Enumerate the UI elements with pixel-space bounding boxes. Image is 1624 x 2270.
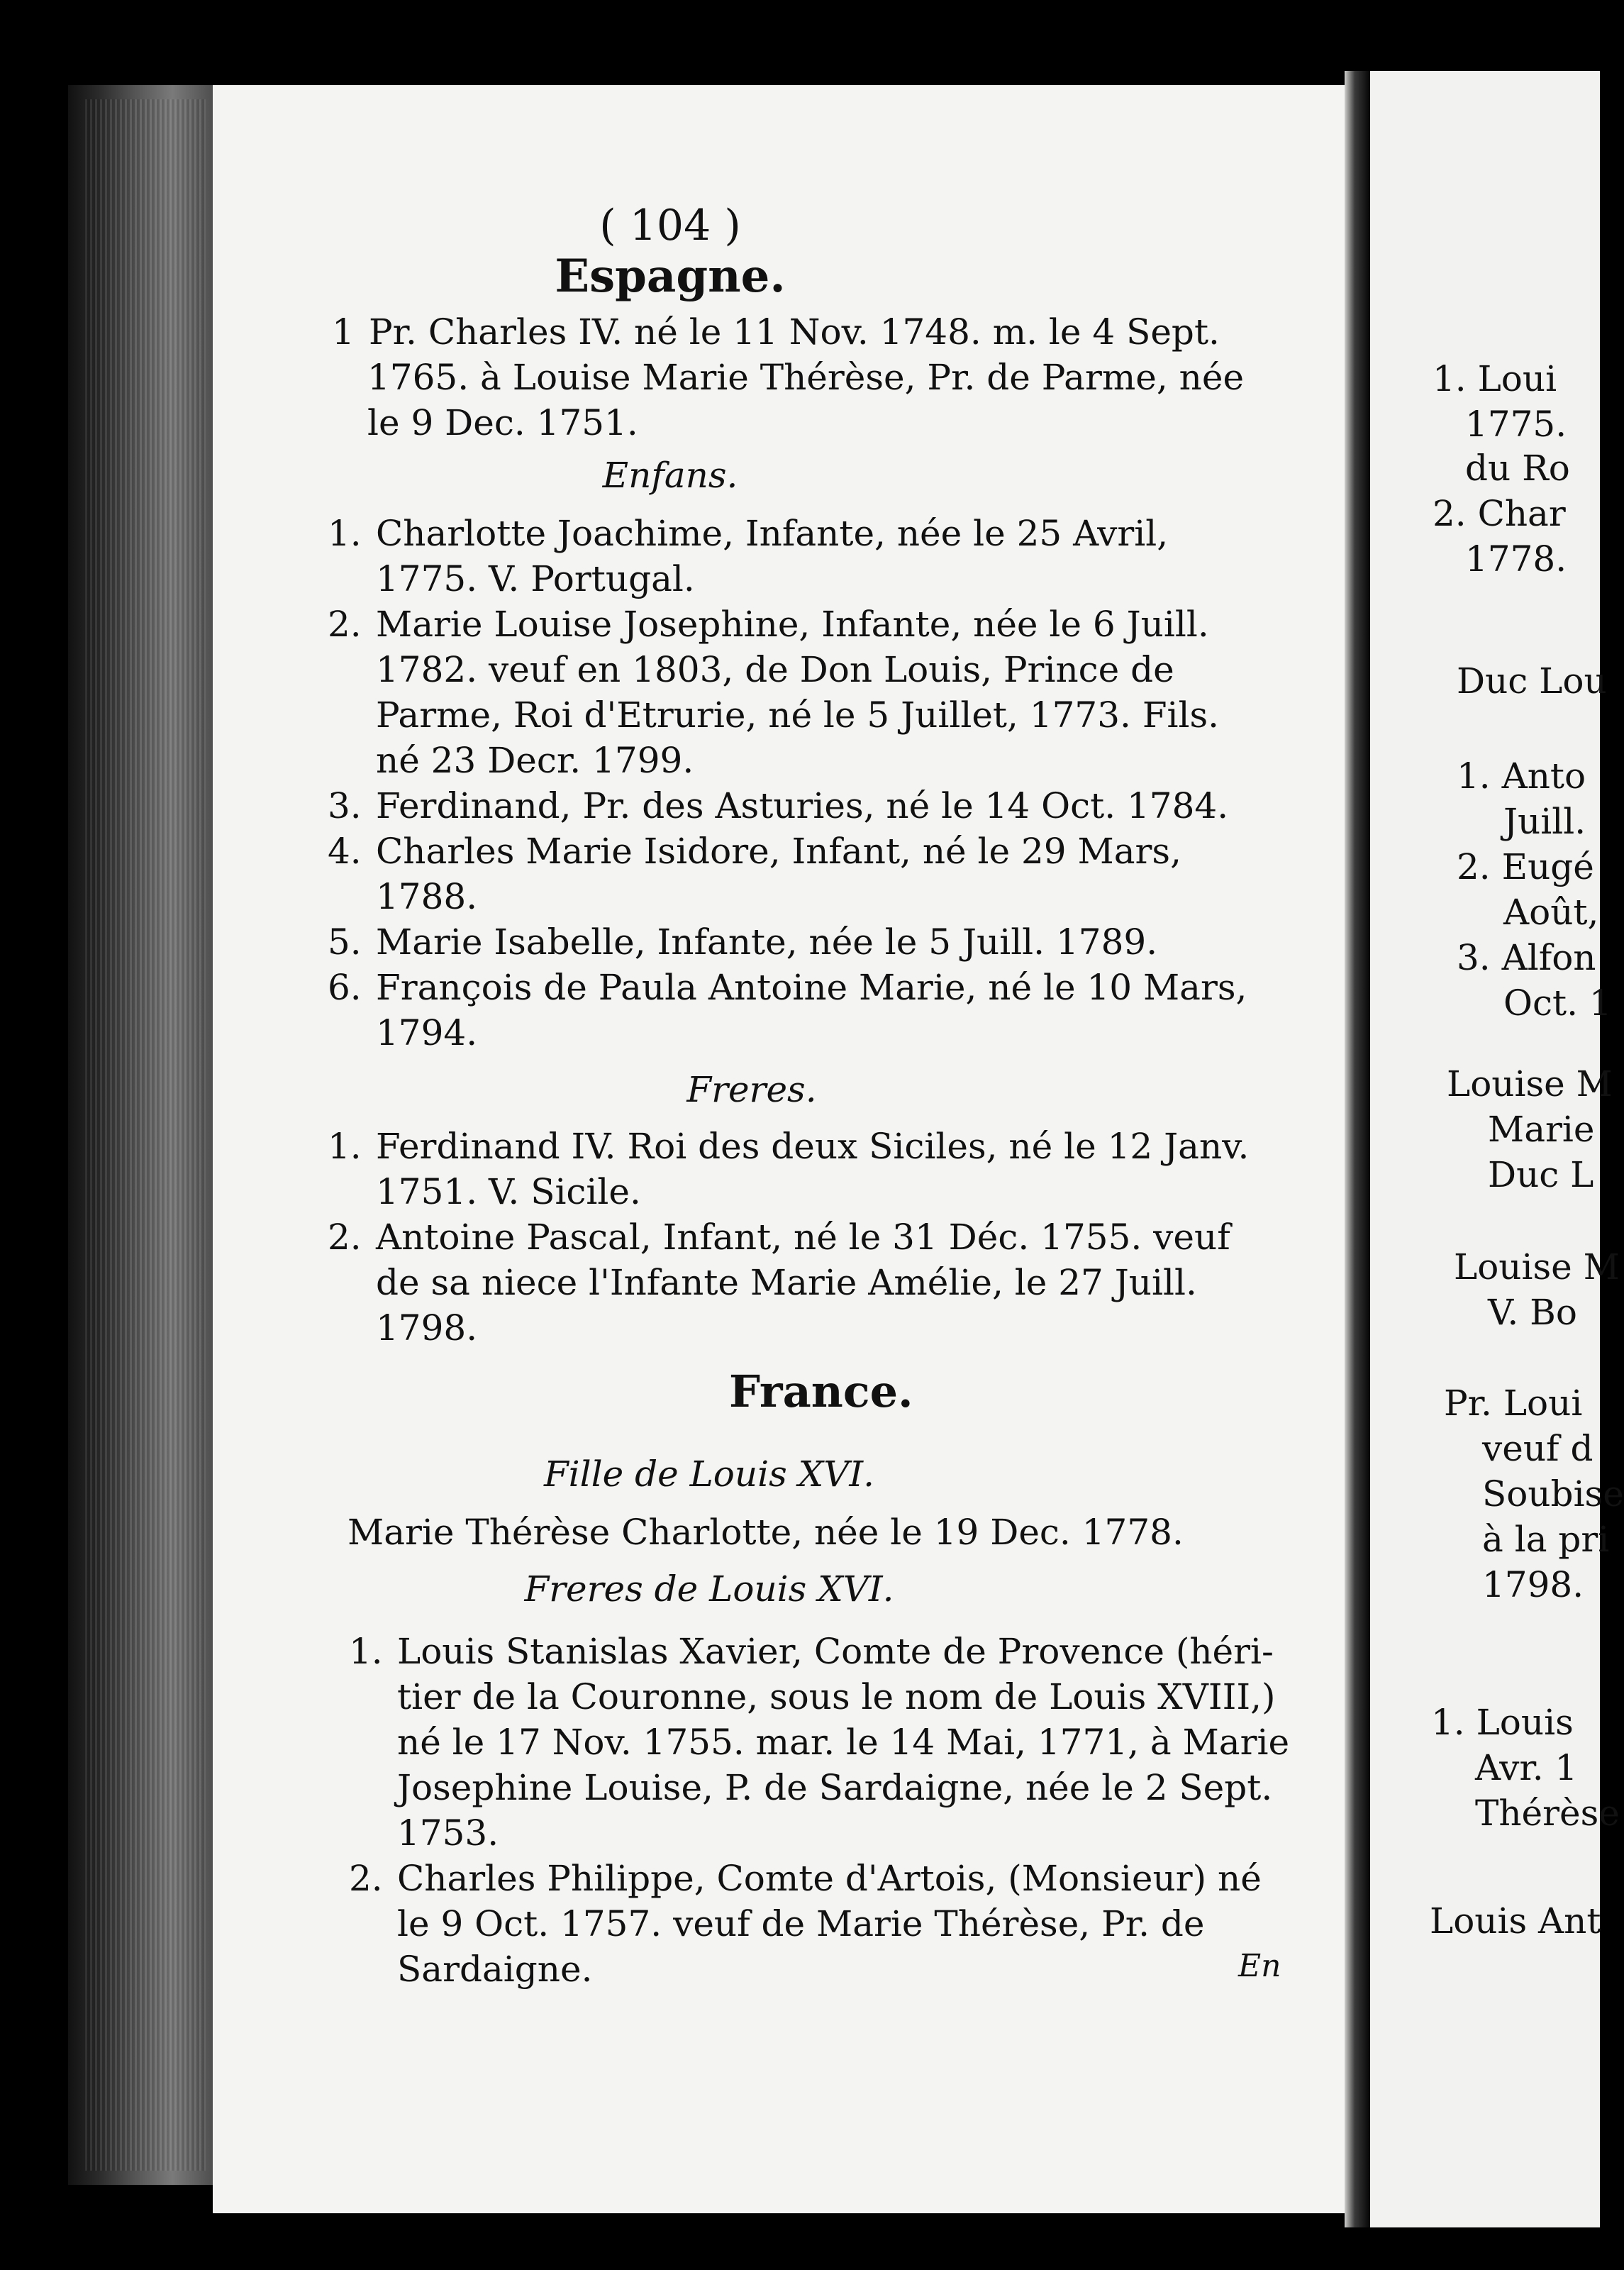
entry-line: Parme, Roi d'Etrurie, né le 5 Juillet, 1773. Fils. <box>376 694 1220 736</box>
fragment-line: Juill. <box>1503 801 1586 842</box>
entry-line: 1782. veuf en 1803, de Don Louis, Prince de <box>376 649 1174 690</box>
fragment-line: Soubise <box>1482 1473 1624 1515</box>
fragment-line: Thérèse <box>1475 1793 1620 1834</box>
entry-line: Sardaigne. <box>397 1949 593 1990</box>
entry-line: Charles Philippe, Comte d'Artois, (Monsieur) né <box>397 1858 1262 1899</box>
fragment-line: Oct. 1 <box>1503 982 1612 1024</box>
book-gutter <box>1345 71 1370 2227</box>
fragment-line: 1. Loui <box>1433 358 1557 399</box>
fragment-line: 1. Louis <box>1431 1702 1574 1743</box>
fragment-line: 2. Eugé <box>1457 846 1594 887</box>
subheading-freres-louis: Freres de Louis XVI. <box>524 1568 894 1610</box>
entry-line: Ferdinand, Pr. des Asturies, né le 14 Oct. 1784. <box>376 785 1229 826</box>
fragment-line: Marie <box>1488 1109 1595 1150</box>
fragment-line: Louis Ant <box>1430 1900 1601 1942</box>
entry-line: 1751. V. Sicile. <box>376 1171 641 1212</box>
fragment-line: 3. Alfon <box>1457 937 1596 978</box>
entry-line: Marie Thérèse Charlotte, née le 19 Dec. 1778. <box>347 1512 1184 1553</box>
section-heading-espagne: Espagne. <box>555 250 786 303</box>
entry-line: Josephine Louise, P. de Sardaigne, née le 2 Sept. <box>397 1767 1273 1808</box>
subheading-fille: Fille de Louis XVI. <box>543 1454 875 1495</box>
entry-line: 1753. <box>397 1812 499 1854</box>
entry-line: Louis Stanislas Xavier, Comte de Provence (héri- <box>397 1631 1274 1672</box>
fragment-line: 1775. <box>1465 404 1567 445</box>
entry-line: le 9 Oct. 1757. veuf de Marie Thérèse, Pr. de <box>397 1903 1205 1944</box>
fragment-line: Août, <box>1503 892 1599 933</box>
entry-line: né le 17 Nov. 1755. mar. le 14 Mai, 1771, à Marie <box>397 1722 1290 1763</box>
fragment-line: Louise M <box>1447 1063 1613 1104</box>
entry-line: le 9 Dec. 1751. <box>367 402 638 443</box>
fragment-line: V. Bo <box>1488 1292 1578 1333</box>
entry-line: 1798. <box>376 1307 478 1349</box>
fragment-line: 2. Char <box>1433 493 1566 534</box>
entry-line: 1794. <box>376 1012 478 1053</box>
entry-line: Antoine Pascal, Infant, né le 31 Déc. 1755. veuf <box>376 1217 1230 1258</box>
page-number: ( 104 ) <box>599 201 741 250</box>
fragment-line: Avr. 1 <box>1475 1747 1578 1788</box>
entry-number: 4. <box>328 831 362 872</box>
fragment-line: du Ro <box>1465 448 1570 489</box>
entry-line: Charles Marie Isidore, Infant, né le 29 Mars, <box>376 831 1181 872</box>
entry-number: 1. <box>328 1126 362 1167</box>
subheading-enfans: Enfans. <box>602 455 738 496</box>
fragment-line: 1798. <box>1482 1564 1584 1605</box>
entry-line: 1775. V. Portugal. <box>376 558 695 599</box>
fragment-line: Duc L <box>1488 1154 1594 1195</box>
entry-number: 2. <box>349 1858 383 1899</box>
fragment-line: Duc Lou <box>1457 660 1607 702</box>
fragment-line: Pr. Loui <box>1444 1383 1583 1424</box>
entry-line: Marie Louise Josephine, Infante, née le 6 Juill. <box>376 604 1209 645</box>
entry-line: Charlotte Joachime, Infante, née le 25 Avril, <box>376 513 1169 554</box>
right-page <box>1370 71 1624 2227</box>
entry-line: né 23 Decr. 1799. <box>376 740 694 781</box>
fragment-line: veuf d <box>1482 1428 1594 1469</box>
subheading-freres: Freres. <box>686 1069 817 1110</box>
entry-line: Ferdinand IV. Roi des deux Siciles, né le 12 Janv. <box>376 1126 1250 1167</box>
page-edge-texture <box>85 99 206 2171</box>
entry-number: 1. <box>328 513 362 554</box>
entry-line: tier de la Couronne, sous le nom de Louis XVIII,) <box>397 1676 1276 1717</box>
fragment-line: 1778. <box>1465 538 1567 580</box>
entry-line: François de Paula Antoine Marie, né le 10 Mars, <box>376 967 1247 1008</box>
entry-number: 2. <box>328 604 362 645</box>
catchword: En <box>1238 1948 1281 1984</box>
entry-number: 3. <box>328 785 362 826</box>
entry-number: 1 <box>332 311 355 353</box>
entry-number: 1. <box>349 1631 383 1672</box>
entry-number: 6. <box>328 967 362 1008</box>
section-heading-france: France. <box>729 1366 913 1417</box>
fragment-line: Louise M <box>1454 1246 1620 1288</box>
entry-line: de sa niece l'Infante Marie Amélie, le 27 Juill. <box>376 1262 1197 1303</box>
entry-line: Marie Isabelle, Infante, née le 5 Juill. 1789. <box>376 921 1158 963</box>
entry-number: 5. <box>328 921 362 963</box>
fragment-line: 1. Anto <box>1457 755 1586 797</box>
entry-line: 1788. <box>376 876 478 917</box>
entry-line: Pr. Charles IV. né le 11 Nov. 1748. m. le 4 Sept. <box>369 311 1220 353</box>
entry-number: 2. <box>328 1217 362 1258</box>
fragment-line: à la pri <box>1482 1519 1610 1560</box>
left-page <box>213 85 1345 2213</box>
entry-line: 1765. à Louise Marie Thérèse, Pr. de Parme, née <box>367 357 1245 398</box>
